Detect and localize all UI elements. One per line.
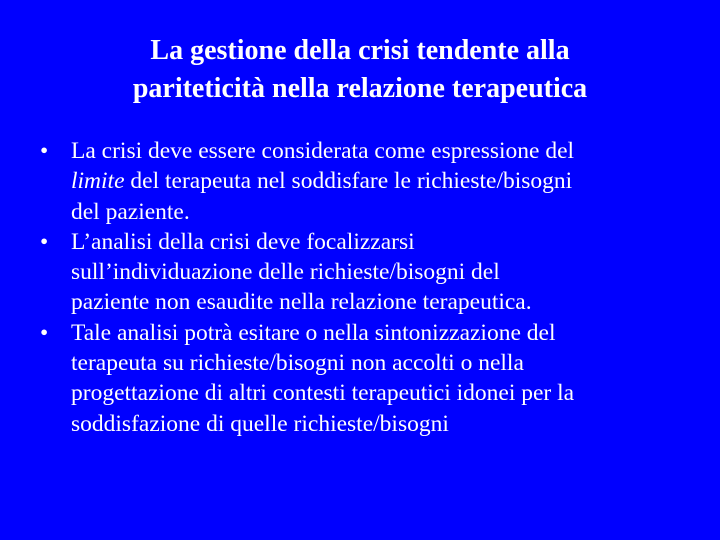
bullet-1-line-2 [71, 166, 700, 196]
bullet-marker: • [40, 319, 49, 346]
title-line-1: La gestione della crisi tendente alla [150, 35, 570, 66]
bullet-3-line-2: terapeuta su richieste/bisogni non accolti o nella [71, 350, 524, 377]
bullet-item-1 [40, 136, 700, 227]
bullet-item-3 [40, 318, 700, 439]
bullet-list [40, 136, 700, 439]
bullet-1-line-3: del paziente. [71, 198, 190, 225]
bullet-item-2 [40, 227, 700, 318]
bullet-1-line-1: La crisi deve essere considerata come espressione del [71, 138, 575, 164]
title-line-2: pariteticità nella relazione terapeutica [132, 73, 588, 104]
bullet-3-line-1: Tale analisi potrà esitare o nella sintonizzazione del [71, 319, 556, 346]
bullet-marker: • [40, 138, 49, 164]
bullet-marker: • [40, 228, 49, 255]
bullet-3-line-3: progettazione di altri contesti terapeutici idonei per la [71, 380, 575, 407]
bullet-2-line-2: sull’individuazione delle richieste/bisogni del [71, 259, 500, 286]
emphasis-limite: limite [71, 168, 125, 195]
bullet-2-line-3: paziente non esaudite nella relazione terapeutica. [71, 289, 532, 316]
bullet-2-line-1: L’analisi della crisi deve focalizzarsi [71, 228, 415, 255]
slide-title [60, 32, 660, 108]
bullet-3-line-4: soddisfazione di quelle richieste/bisogni [71, 410, 449, 437]
bullet-1-line-2-rest: del terapeuta nel soddisfare le richieste/bisogni [124, 168, 573, 195]
